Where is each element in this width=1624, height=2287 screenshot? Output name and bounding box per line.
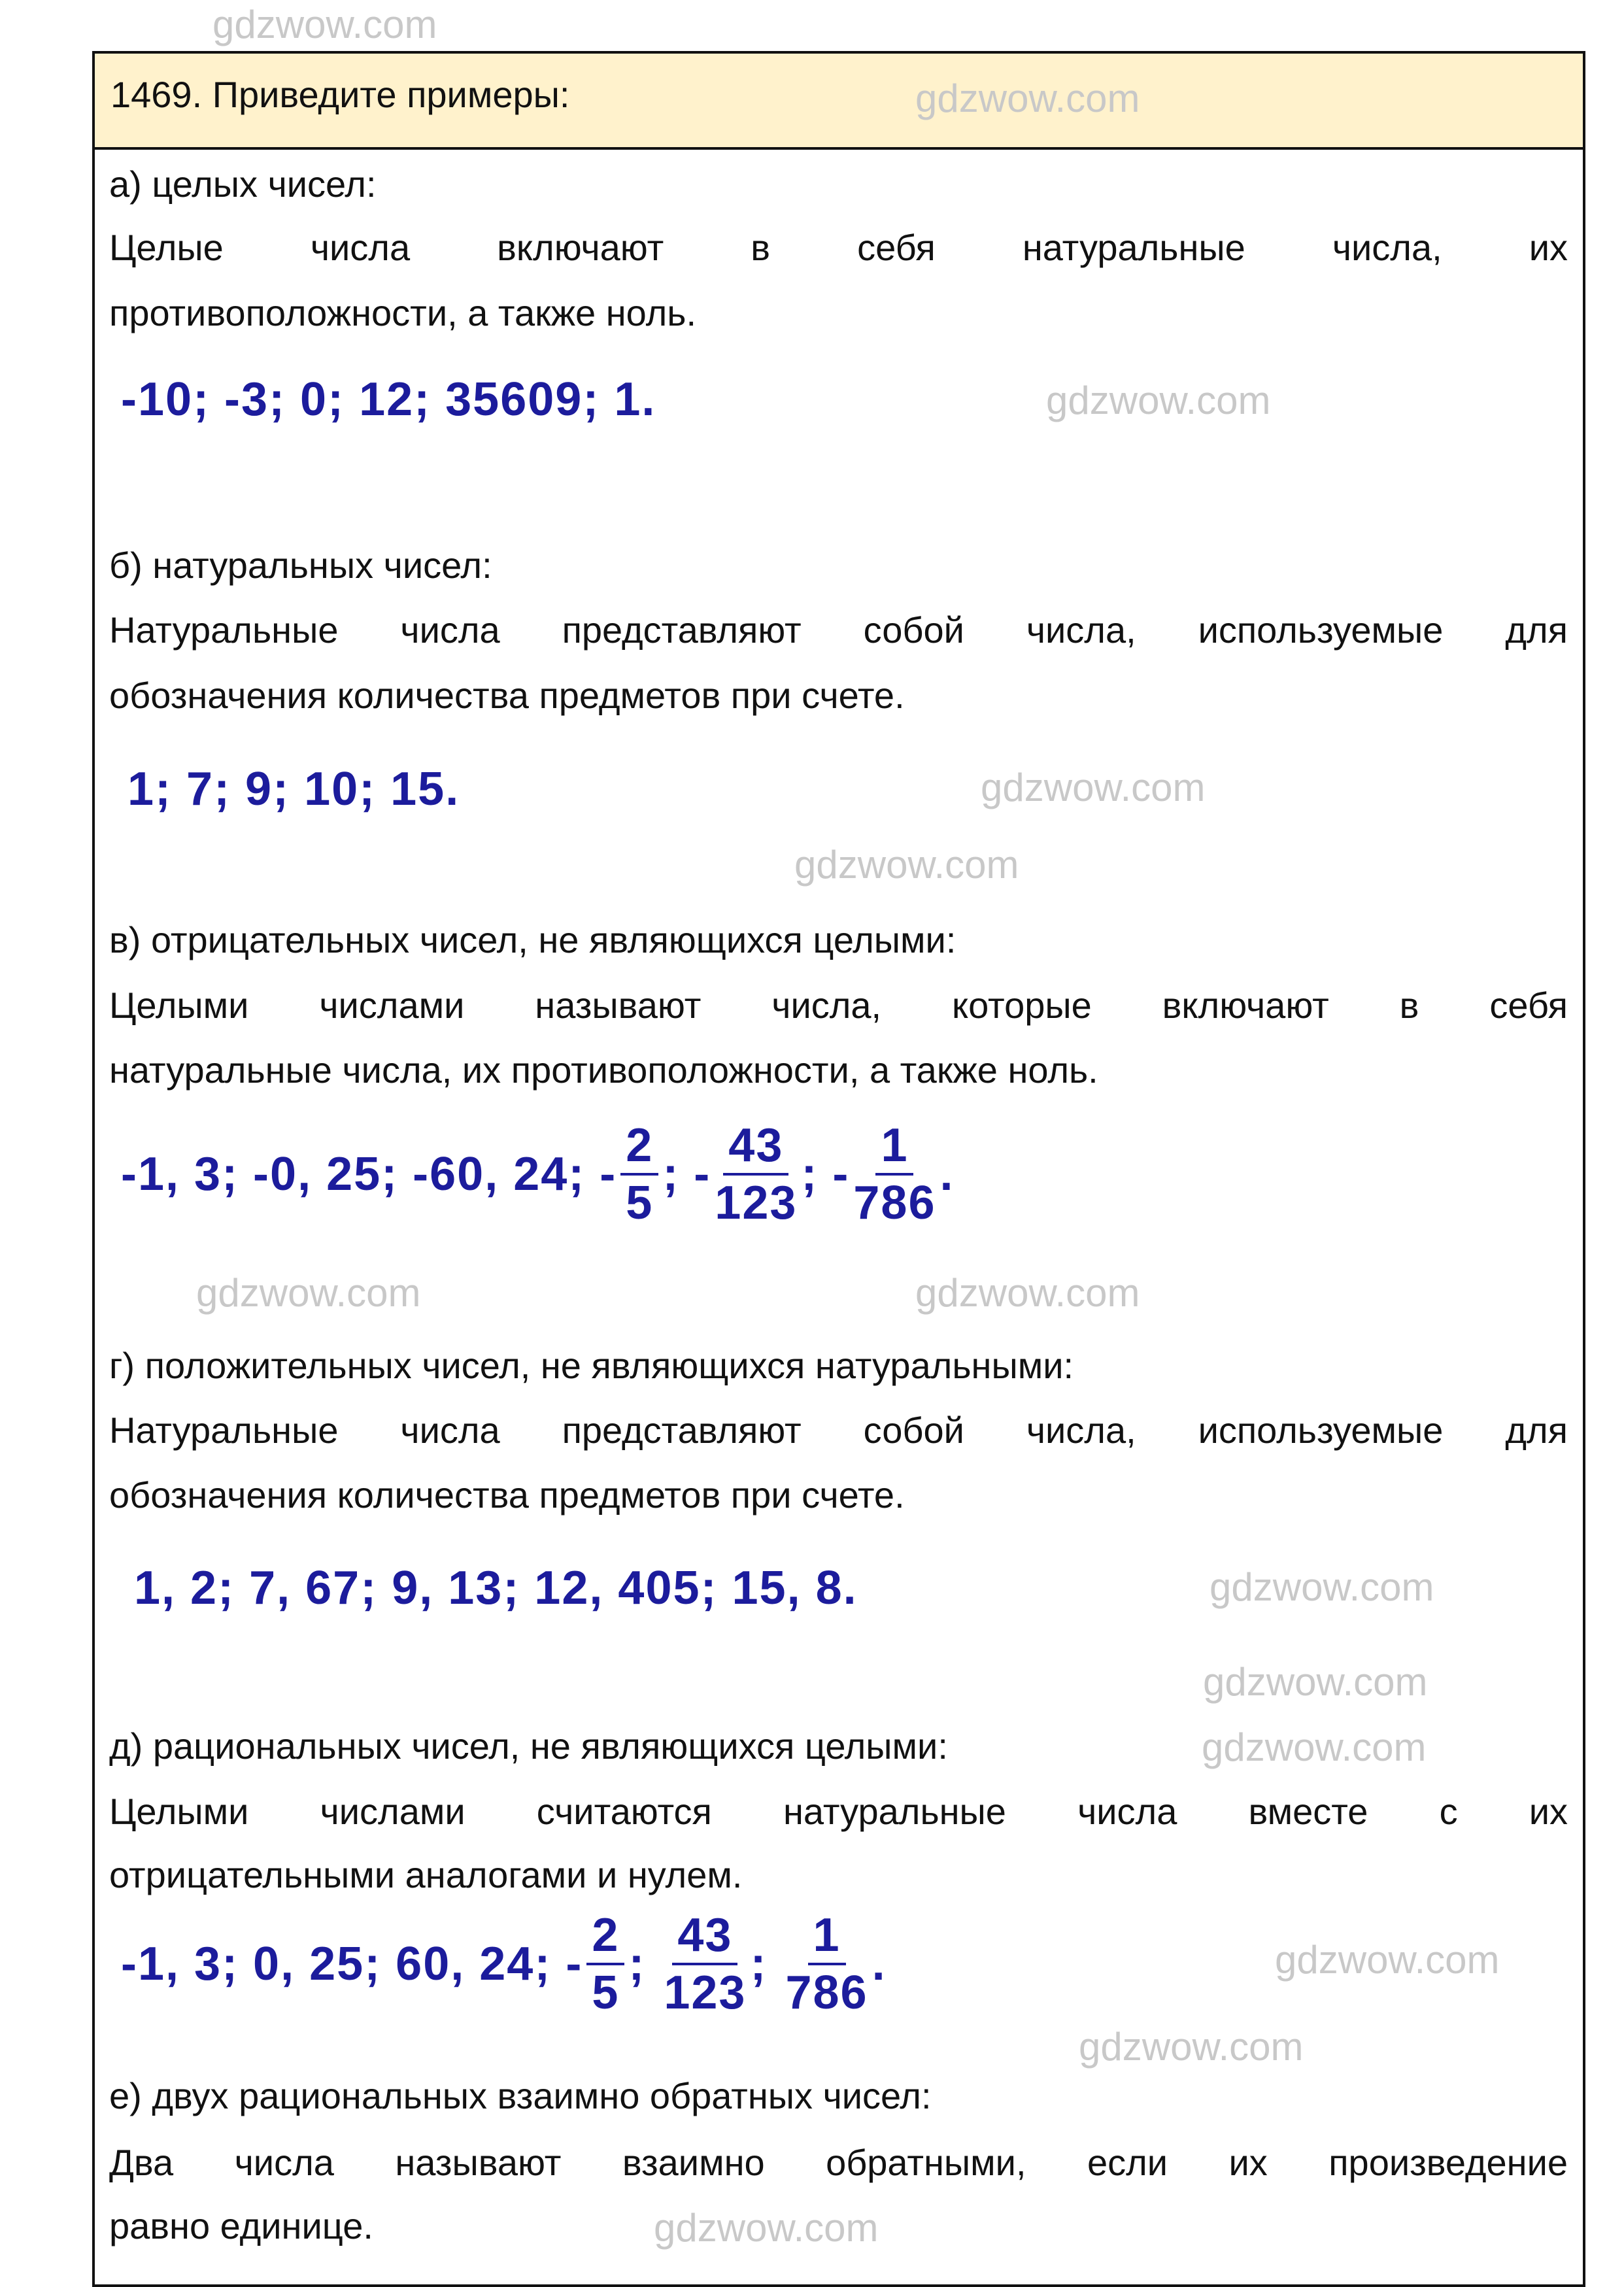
watermark: gdzwow.com [915, 1271, 1140, 1315]
separator: ; [801, 1148, 833, 1200]
separator: ; [628, 1938, 660, 1990]
minus-sign: - [566, 1938, 583, 1990]
watermark: gdzwow.com [1275, 1938, 1500, 1982]
task-header [95, 54, 1583, 150]
fraction-denominator: 5 [592, 1967, 620, 2019]
section-text-line: обозначения количества предметов при счете. [109, 675, 905, 716]
section-text-line: Два числа называют взаимно обратными, если их произведение [109, 2142, 1568, 2183]
answer-fractions [121, 1118, 969, 1230]
fraction [620, 1118, 658, 1230]
watermark: gdzwow.com [794, 843, 1019, 887]
answer-numbers: -10; -3; 0; 12; 35609; 1. [121, 373, 656, 426]
section-heading: а) целых чисел: [109, 163, 377, 205]
fraction-numerator: 43 [672, 1908, 737, 1965]
minus-sign: - [600, 1148, 617, 1200]
section-text-line: Целыми числами называют числа, которые включают в себя [109, 985, 1568, 1026]
fraction-numerator: 2 [586, 1908, 624, 1965]
separator: . [939, 1148, 969, 1200]
section-text-line: натуральные числа, их противоположности, а также ноль. [109, 1049, 1098, 1091]
section-heading: д) рациональных чисел, не являющихся целыми: [109, 1725, 948, 1767]
watermark: gdzwow.com [196, 1271, 421, 1315]
task-title: 1469. Приведите примеры: [110, 74, 570, 115]
section-heading: б) натуральных чисел: [109, 545, 492, 586]
fraction [853, 1118, 936, 1230]
answer-numbers: 1; 7; 9; 10; 15. [127, 763, 460, 815]
section-text-line: равно единице. [109, 2205, 373, 2246]
section-text-line: Натуральные числа представляют собой числа, используемые для [109, 609, 1568, 651]
section-heading: е) двух рациональных взаимно обратных чисел: [109, 2075, 932, 2116]
watermark: gdzwow.com [654, 2206, 879, 2250]
answer-numbers: 1, 2; 7, 67; 9, 13; 12, 405; 15, 8. [134, 1562, 858, 1614]
watermark: gdzwow.com [212, 3, 437, 46]
watermark: gdzwow.com [981, 766, 1206, 809]
fraction-numerator: 1 [808, 1908, 846, 1965]
section-text-line: Целые числа включают в себя натуральные числа, их [109, 227, 1568, 268]
watermark: gdzwow.com [915, 76, 1140, 120]
answer-fractions [121, 1908, 901, 2020]
fraction [785, 1908, 868, 2020]
separator: ; [662, 1148, 694, 1200]
watermark: gdzwow.com [1202, 1725, 1427, 1769]
section-text-line: отрицательными аналогами и нулем. [109, 1854, 743, 1895]
fraction [586, 1908, 624, 2020]
watermark: gdzwow.com [1203, 1660, 1428, 1704]
section-text-line: Натуральные числа представляют собой числа, используемые для [109, 1410, 1568, 1451]
fraction [715, 1118, 797, 1230]
minus-sign: - [832, 1148, 850, 1200]
fraction [664, 1908, 746, 2020]
fraction-denominator: 123 [715, 1177, 798, 1229]
separator: ; [750, 1938, 782, 1990]
separator: . [871, 1938, 901, 1990]
answer-decimals: -1, 3; -0, 25; -60, 24; [121, 1148, 600, 1200]
fraction-numerator: 2 [620, 1118, 658, 1176]
fraction-denominator: 786 [853, 1177, 936, 1229]
section-heading: г) положительных чисел, не являющихся натуральными: [109, 1345, 1074, 1386]
section-text-line: обозначения количества предметов при счете. [109, 1474, 905, 1516]
fraction-denominator: 786 [785, 1967, 868, 2019]
section-text-line: Целыми числами считаются натуральные числа вместе с их [109, 1791, 1568, 1832]
fraction-numerator: 1 [875, 1118, 913, 1176]
section-heading: в) отрицательных чисел, не являющихся целыми: [109, 919, 956, 960]
fraction-numerator: 43 [723, 1118, 788, 1176]
fraction-denominator: 5 [626, 1177, 654, 1229]
fraction-denominator: 123 [664, 1967, 747, 2019]
watermark: gdzwow.com [1046, 379, 1271, 422]
minus-sign: - [694, 1148, 711, 1200]
watermark: gdzwow.com [1210, 1565, 1434, 1609]
watermark: gdzwow.com [1079, 2025, 1304, 2069]
section-text-line: противоположности, а также ноль. [109, 292, 696, 333]
answer-decimals: -1, 3; 0, 25; 60, 24; [121, 1938, 566, 1990]
